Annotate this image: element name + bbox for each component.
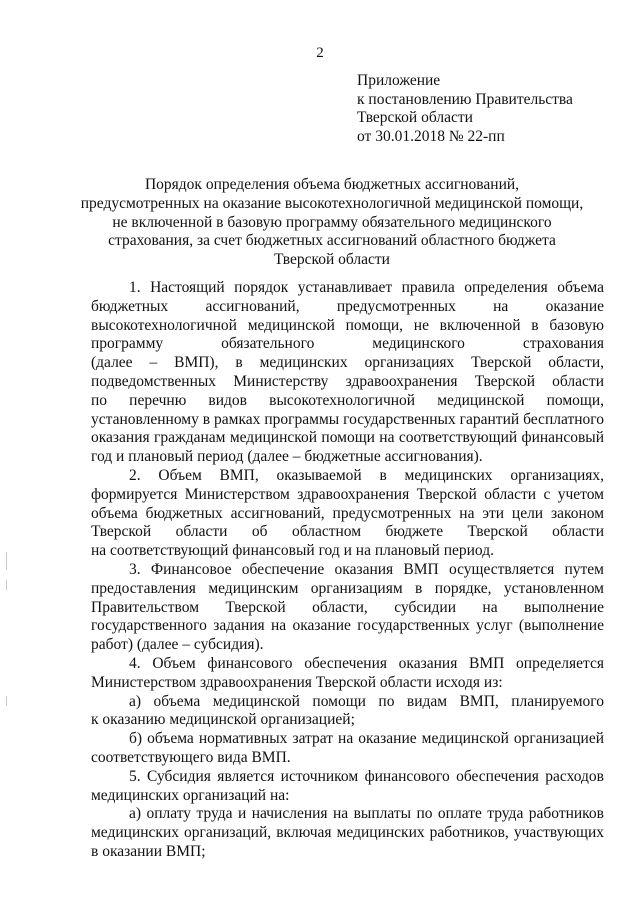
text-line: предоставления медицинским организациям в порядке, установленном — [91, 579, 604, 597]
paragraph-1 — [91, 279, 604, 467]
text-line: объема бюджетных ассигнований, предусмотренных на эти цели законом — [91, 504, 604, 522]
text-line: а) объема медицинской помощи по видам ВМП, планируемого — [129, 692, 604, 710]
text-line: соответствующего вида ВМП. — [91, 748, 291, 766]
paragraph-4b — [91, 730, 604, 768]
title-line: Тверской области — [274, 251, 390, 269]
text-line: оказания гражданам медицинской помощи на соответствующий финансовый — [91, 429, 604, 447]
text-line: бюджетных ассигнований, предусмотренных на оказание — [91, 297, 604, 315]
text-line: на соответствующий финансовый год и на плановый период. — [91, 542, 494, 560]
text-line: год и плановый период (далее – бюджетные ассигнования). — [91, 448, 483, 466]
paragraph-4 — [91, 655, 604, 693]
text-line: медицинских организаций на: — [91, 786, 290, 804]
appendix-block — [357, 72, 573, 146]
page-number: 2 — [316, 45, 324, 61]
paragraph-5 — [91, 768, 604, 806]
document-title — [60, 176, 604, 270]
title-line: Порядок определения объема бюджетных ассигнований, — [144, 176, 520, 193]
appendix-line: от 30.01.2018 № 22-пп — [357, 127, 505, 145]
text-line: 1. Настоящий порядок устанавливает правила определения объема — [129, 279, 604, 296]
text-line: 5. Субсидия является источником финансового обеспечения расходов — [129, 767, 604, 785]
appendix-line: Приложение — [357, 72, 441, 89]
paragraph-4a — [91, 693, 604, 731]
appendix-line: к постановлению Правительства — [357, 90, 573, 108]
document-body — [91, 279, 604, 862]
text-line: по перечню видов высокотехнологичной медицинской помощи, — [91, 391, 604, 409]
text-line: 3. Финансовое обеспечение оказания ВМП осуществляется путем — [129, 560, 604, 578]
text-line: Министерством здравоохранения Тверской области исходя из: — [91, 673, 503, 691]
title-line: предусмотренных на оказание высокотехнологичной медицинской помощи, — [80, 194, 584, 212]
text-line: 4. Объем финансового обеспечения оказания ВМП определяется — [129, 654, 604, 672]
text-line: высокотехнологичной медицинской помощи, не включенной в базовую — [91, 316, 604, 334]
appendix-line: Тверской области — [357, 109, 473, 126]
text-line: Правительством Тверской области, субсидии на выполнение — [91, 598, 604, 616]
paragraph-2 — [91, 467, 604, 561]
paragraph-5a — [91, 805, 604, 861]
title-line: не включенной в базовую программу обязательного медицинского — [112, 213, 552, 231]
text-line: в оказании ВМП; — [91, 842, 206, 860]
text-line: государственного задания на оказание государственных услуг (выполнение — [91, 617, 604, 635]
text-line: работ) (далее – субсидия). — [91, 636, 264, 654]
scan-mark — [6, 552, 7, 570]
paragraph-3 — [91, 561, 604, 655]
text-line: к оказанию медицинской организацией; — [91, 711, 355, 729]
text-line: установленному в рамках программы государственных гарантий бесплатного — [91, 410, 604, 428]
title-line: страхования, за счет бюджетных ассигнований областного бюджета — [108, 232, 556, 250]
scan-mark — [6, 580, 7, 590]
text-line: программу обязательного медицинского страхования — [91, 335, 604, 353]
text-line: а) оплату труда и начисления на выплаты по оплате труда работников — [129, 805, 604, 823]
scan-mark — [6, 696, 7, 706]
text-line: б) объема нормативных затрат на оказание медицинской организацией — [129, 730, 604, 748]
text-line: 2. Объем ВМП, оказываемой в медицинских организациях, — [129, 466, 604, 484]
text-line: Тверской области об областном бюджете Тверской области — [91, 523, 604, 541]
text-line: медицинских организаций, включая медицинских работников, участвующих — [91, 824, 604, 842]
text-line: подведомственных Министерству здравоохранения Тверской области — [91, 372, 604, 390]
text-line: формируется Министерством здравоохранения Тверской области с учетом — [91, 485, 604, 503]
text-line: (далее – ВМП), в медицинских организациях Тверской области, — [91, 354, 604, 372]
